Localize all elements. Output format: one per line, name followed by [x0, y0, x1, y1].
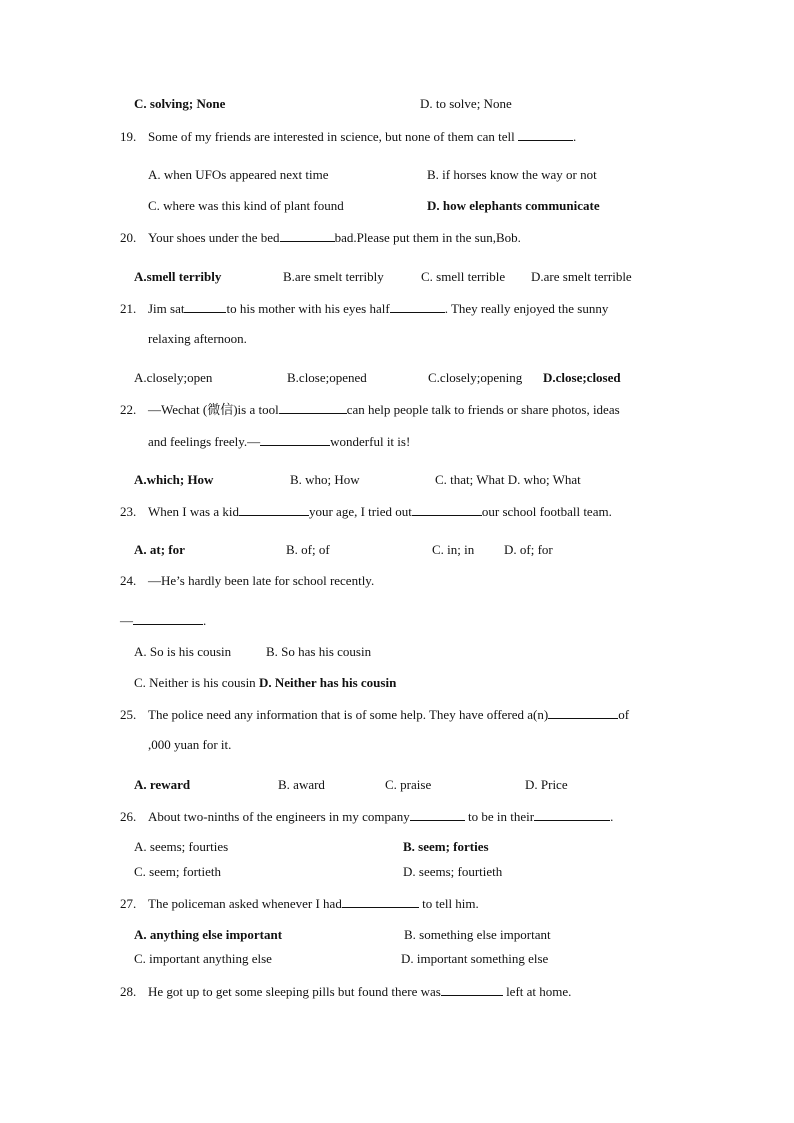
- q21-stem: 21. Jim sat to his mother with his eyes half . They really enjoyed the sunny: [120, 301, 609, 316]
- question-number: 24.: [120, 573, 137, 588]
- q20-option-c: C. smell terrible: [421, 269, 506, 284]
- q21-option-c: C.closely;opening: [428, 370, 523, 385]
- q21-option-b: B.close;opened: [287, 370, 367, 385]
- q27-option-a: A. anything else important: [134, 927, 283, 942]
- q19-option-d: D. how elephants communicate: [427, 198, 600, 213]
- q25-stem-continued: ,000 yuan for it.: [148, 737, 232, 752]
- answer-blank: [342, 895, 419, 908]
- q23-option-d: D. of; for: [504, 542, 553, 557]
- question-number: 28.: [120, 984, 137, 999]
- q20-stem: 20. Your shoes under the bed bad.Please put them in the sun,Bob.: [120, 230, 521, 245]
- q21-stem-continued: relaxing afternoon.: [148, 331, 247, 346]
- q19-option-c: C. where was this kind of plant found: [148, 198, 344, 213]
- q21-option-a: A.closely;open: [134, 370, 213, 385]
- answer-blank: [534, 808, 610, 821]
- q26-option-a: A. seems; fourties: [134, 839, 229, 854]
- q27-option-b: B. something else important: [404, 927, 551, 942]
- answer-blank: [239, 503, 309, 516]
- question-number: 27.: [120, 896, 137, 911]
- q20-option-b: B.are smelt terribly: [283, 269, 384, 284]
- q24-option-cd: [134, 675, 396, 691]
- answer-blank: [280, 229, 335, 242]
- answer-blank: [548, 706, 618, 719]
- q26-stem: 26. About two-ninths of the engineers in my company to be in their .: [120, 809, 614, 824]
- question-number: 26.: [120, 809, 137, 824]
- q24-option-b: B. So has his cousin: [266, 644, 372, 659]
- answer-blank: [410, 808, 465, 821]
- answer-blank: [390, 300, 445, 313]
- q23-stem: 23. When I was a kid your age, I tried out our school football team.: [120, 504, 612, 519]
- q25-option-c: C. praise: [385, 777, 432, 792]
- answer-blank: [441, 983, 503, 996]
- question-number: 21.: [120, 301, 137, 316]
- q22-stem: 22. —Wechat (微信)is a tool can help people talk to friends or share photos, ideas: [120, 402, 620, 417]
- q23-option-a: A. at; for: [134, 542, 185, 557]
- q24-reply: — .: [120, 613, 207, 628]
- answer-blank: [184, 300, 226, 313]
- q19-option-a: A. when UFOs appeared next time: [148, 167, 329, 182]
- q27-stem: 27. The policeman asked whenever I had to tell him.: [120, 896, 479, 911]
- q25-option-b: B. award: [278, 777, 325, 792]
- answer-blank: [279, 401, 347, 414]
- question-number: 22.: [120, 402, 137, 417]
- question-number: 23.: [120, 504, 137, 519]
- q22-stem-continued: and feelings freely.— wonderful it is!: [148, 434, 411, 449]
- q20-option-a: A.smell terribly: [134, 269, 222, 284]
- q19-option-b: B. if horses know the way or not: [427, 167, 597, 182]
- question-number: 20.: [120, 230, 137, 245]
- answer-blank: [412, 503, 482, 516]
- q27-option-d: D. important something else: [401, 951, 549, 966]
- q21-option-d: D.close;closed: [543, 370, 621, 385]
- q18-option-d: D. to solve; None: [420, 96, 512, 111]
- answer-blank: [133, 612, 203, 625]
- q24-option-d: D. Neither has his cousin: [258, 675, 397, 690]
- q26-option-b: B. seem; forties: [403, 839, 489, 854]
- q19-stem: 19. Some of my friends are interested in science, but none of them can tell .: [120, 129, 577, 144]
- question-number: 25.: [120, 707, 137, 722]
- q25-option-d: D. Price: [525, 777, 568, 792]
- q28-stem: 28. He got up to get some sleeping pills but found there was left at home.: [120, 984, 572, 999]
- q25-option-a: A. reward: [134, 777, 191, 792]
- q23-option-c: C. in; in: [432, 542, 475, 557]
- q20-option-d: D.are smelt terrible: [531, 269, 632, 284]
- q27-option-c: C. important anything else: [134, 951, 272, 966]
- q24-option-c: C. Neither is his cousin: [134, 675, 256, 690]
- q26-option-c: C. seem; fortieth: [134, 864, 222, 879]
- q26-option-d: D. seems; fourtieth: [403, 864, 503, 879]
- q25-stem: 25. The police need any information that is of some help. They have offered a(n) of: [120, 707, 630, 722]
- q24-option-a: A. So is his cousin: [134, 644, 232, 659]
- q18-option-c: C. solving; None: [134, 96, 226, 111]
- q22-option-a: A.which; How: [134, 472, 214, 487]
- q22-option-cd: C. that; What D. who; What: [435, 472, 581, 487]
- question-number: 19.: [120, 129, 137, 144]
- answer-blank: [518, 128, 573, 141]
- q24-stem: 24. —He’s hardly been late for school recently.: [120, 573, 375, 588]
- q22-option-b: B. who; How: [290, 472, 360, 487]
- q23-option-b: B. of; of: [286, 542, 330, 557]
- answer-blank: [260, 433, 330, 446]
